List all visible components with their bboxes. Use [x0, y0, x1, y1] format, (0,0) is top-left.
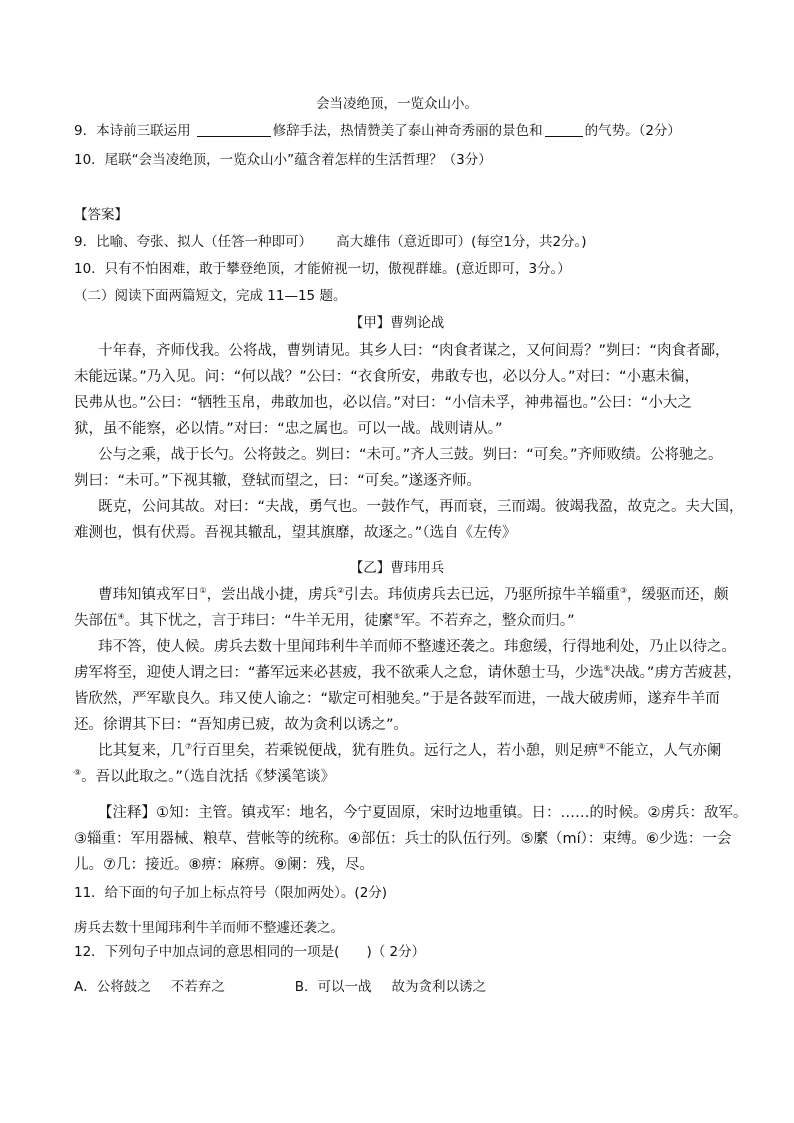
- yi-line-8: ⑨。吾以此取之。”（选自沈括《梦溪笔谈》: [74, 768, 336, 785]
- answer-heading: 【答案】: [74, 207, 128, 223]
- jia-line-7: 既克，公问其故。对曰：“夫战，勇气也。一鼓作气，再而衰，三而竭。彼竭我盈，故克之。夫大国，: [98, 499, 744, 515]
- question-12: 12．下列句子中加点词的意思相同的一项是( )（ 2分）: [74, 944, 426, 960]
- q9-text-a: 9．本诗前三联运用: [74, 123, 191, 139]
- yi-line-2: 失部伍④。其下忧之，言于玮曰：“牛羊无用，徒縻⑤军。不若弃之，整众而归。”: [74, 612, 575, 629]
- jia-line-1: 十年春，齐师伐我。公将战，曹刿请见。其乡人曰：“肉食者谋之，又何间焉？”刿曰：“肉食者鄙，: [98, 343, 730, 359]
- question-11: 11．给下面的句子加上标点符号（限加两处）。(2分): [74, 885, 388, 901]
- jia-line-4: 狱，虽不能察，必以情。”对曰：“忠之属也。可以一战。战则请从。”: [74, 421, 503, 437]
- ans9-a: 9．比喻、夸张、拟人（任答一种即可）: [74, 234, 313, 250]
- q9-text-c: 的气势。（2分）: [584, 123, 681, 139]
- jia-line-5: 公与之乘，战于长勺。公将鼓之。刿曰：“未可。”齐人三鼓。刿曰：“可矣。”齐师败绩。公将驰之。: [98, 447, 723, 463]
- yi-line-1: 曹玮知镇戎军日①，尝出战小捷，虏兵②引去。玮侦虏兵去已远，乃驱所掠牛羊辎重③，缓驱而还，颇: [98, 586, 729, 603]
- title-yi: 【乙】曹玮用兵: [349, 560, 445, 576]
- jia-line-8: 难测也，惧有伏焉。吾视其辙乱，望其旗靡，故逐之。”（选自《左传》: [74, 525, 517, 541]
- section-2-instruction: （二）阅读下面两篇短文，完成 11—15 题。: [74, 288, 347, 304]
- jia-line-3: 民弗从也。”公曰：“牺牲玉帛，弗敢加也，必以信。”对曰：“小信未孚，神弗福也。”公曰：“小大之: [74, 395, 692, 411]
- notes-line-2: ③辎重：军用器械、粮草、营帐等的统称。④部伍：兵士的队伍行列。⑤縻（mí）：束缚。⑥少选：一会: [74, 831, 732, 847]
- title-jia: 【甲】曹刿论战: [349, 315, 445, 331]
- q9-blank-2[interactable]: [545, 122, 583, 137]
- poem-line: 会当凌绝顶，一览众山小。: [316, 96, 478, 112]
- question-9: [74, 121, 730, 141]
- notes-line-3: 儿。⑦几：接近。⑧痹：麻痹。⑨阑：残，尽。: [74, 857, 374, 873]
- notes-line-1: 【注释】①知：主管。镇戎军：地名，今宁夏固原，宋时边地重镇。日：……的时候。②虏兵：敌军。: [98, 805, 748, 821]
- ans9-b: 高大雄伟（意近即可）(每空1分，共2分。): [336, 234, 587, 250]
- yi-line-4: 虏军将至，迎使人谓之曰：“蕃军远来必甚疲，我不欲乘人之怠，请休憩士马，少选⑥决战。”虏方苦疲甚，: [74, 664, 742, 681]
- answer-10: 10．只有不怕困难，敢于攀登绝顶，才能俯视一切，傲视群雄。(意近即可，3分。）: [74, 261, 571, 277]
- option-row: A．公将鼓之 不若弃之 B．可以一战 故为贪利以诱之: [74, 979, 487, 995]
- yi-line-3: 玮不答，使人候。虏兵去数十里闻玮利牛羊而师不整遽还袭之。玮愈缓，行得地利处，乃止以待之。: [98, 639, 736, 655]
- question-10: 10．尾联“会当凌绝顶，一览众山小”蕴含着怎样的生活哲理？（3分）: [74, 152, 492, 168]
- yi-line-7: 比其复来，几⑦行百里矣，若乘锐便战，犹有胜负。远行之人，若小憩，则足痹⑧不能立，人气亦阑: [98, 742, 722, 759]
- answer-9: [74, 232, 730, 252]
- q11-sentence: 虏兵去数十里闻玮利牛羊而师不整遽还袭之。: [74, 920, 344, 936]
- option-a[interactable]: A．公将鼓之: [74, 979, 151, 995]
- jia-line-6: 刿曰：“未可。”下视其辙，登轼而望之，曰：“可矣。”遂逐齐师。: [74, 473, 482, 489]
- yi-line-5: 皆欣然，严军歇良久。玮又使人谕之：“歇定可相驰矣。”于是各鼓军而进，一战大破虏师，遂弃牛羊而: [74, 691, 720, 707]
- jia-line-2: 未能远谋。”乃入见。问：“何以战？”公曰：“衣食所安，弗敢专也，必以分人。”对曰：“小惠未徧，: [74, 369, 700, 385]
- option-b[interactable]: B．可以一战: [294, 979, 372, 995]
- q9-blank-1[interactable]: [197, 122, 271, 137]
- yi-line-6: 还。徐谓其下曰：“吾知虏已疲，故为贪利以诱之”。: [74, 717, 409, 733]
- q9-text-b: 修辞手法，热情赞美了泰山神奇秀丽的景色和: [272, 123, 543, 139]
